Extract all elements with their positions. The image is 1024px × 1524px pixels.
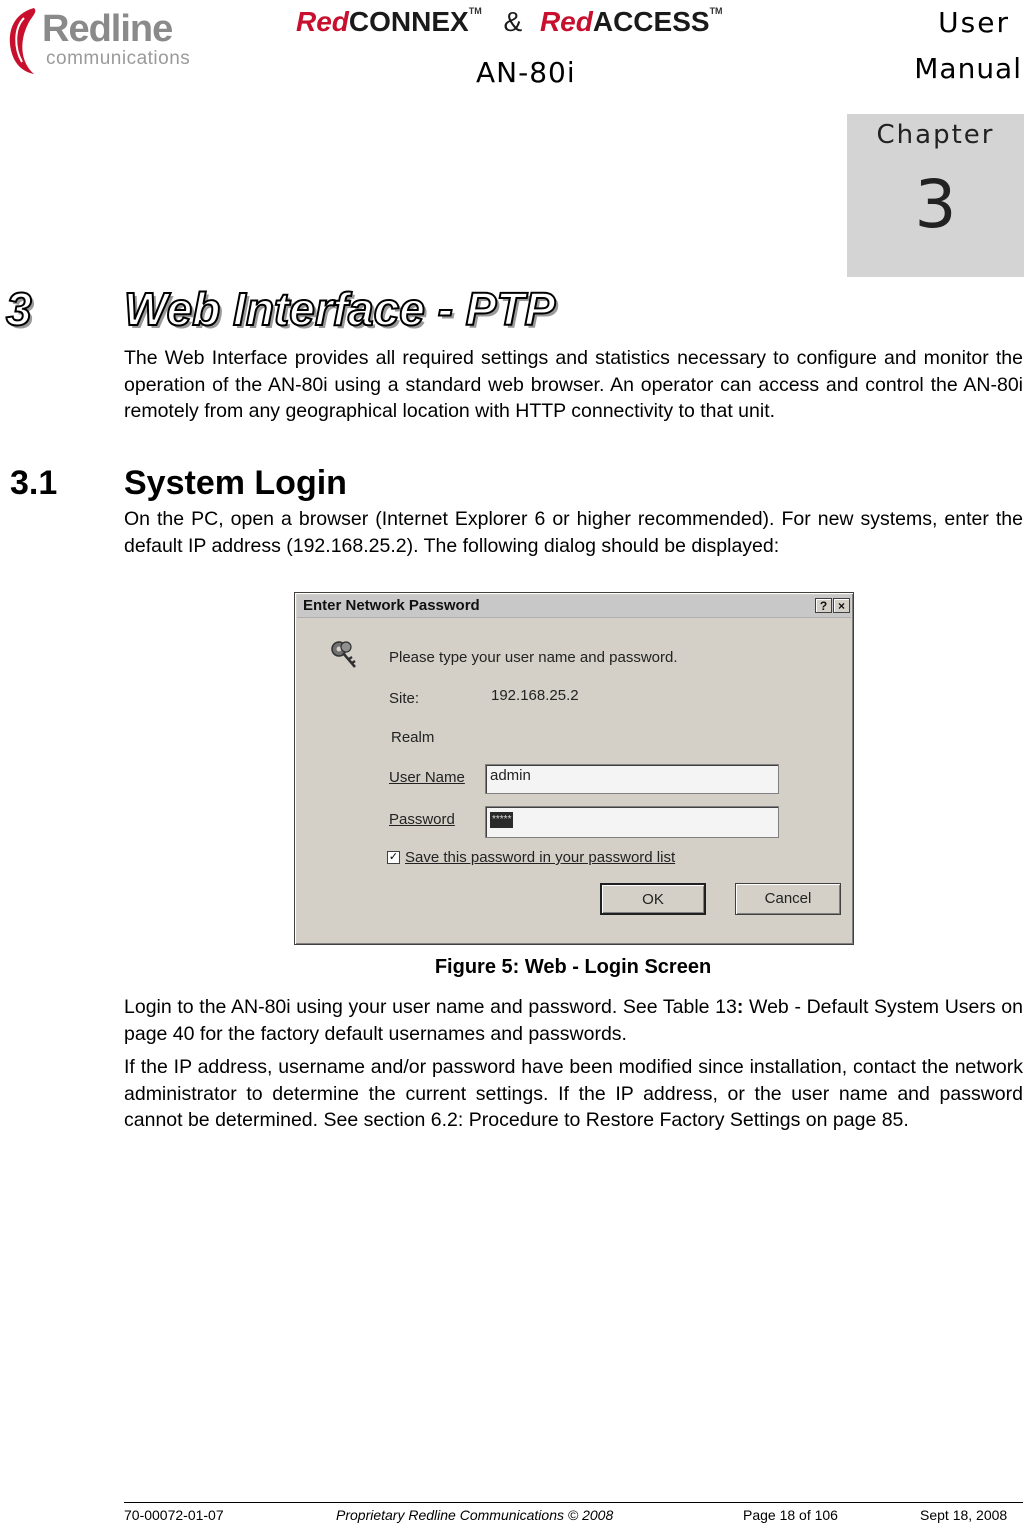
password-label: Password <box>389 811 455 828</box>
username-input[interactable]: admin <box>485 764 779 794</box>
help-button[interactable]: ? <box>815 598 832 613</box>
brand2-red: Red <box>539 6 593 37</box>
ok-button[interactable]: OK <box>600 883 706 915</box>
footer-date: Sept 18, 2008 <box>920 1507 1008 1523</box>
brand1-red: Red <box>296 6 349 37</box>
brand2-dark: ACCESS <box>592 6 710 37</box>
brand-ampersand: & <box>503 6 523 37</box>
subsection-title: System Login <box>124 464 347 502</box>
brand1-tm: TM <box>468 6 482 16</box>
product-brands <box>296 6 733 38</box>
chapter-number: 3 <box>914 166 957 243</box>
brand2-tm: TM <box>709 6 723 16</box>
dialog-prompt: Please type your user name and password. <box>389 649 678 666</box>
dialog-titlebar <box>297 595 851 618</box>
company-logo <box>4 4 214 78</box>
chapter-badge <box>847 114 1024 277</box>
section-heading <box>6 282 555 336</box>
save-password-label: Save this password in your password list <box>405 849 676 866</box>
dialog-title: Enter Network Password <box>303 597 480 614</box>
save-password-checkbox[interactable]: ✓ <box>388 851 399 863</box>
logo-swoosh-icon <box>4 4 44 76</box>
restore-paragraph: If the IP address, username and/or password have been modified since installation, contact the network administrator to determine the current settings. If the IP address, or the user name and password cannot be determined. See section 6.2: Procedure to Restore Factory Settings on page 85. <box>124 1056 1023 1131</box>
brand1-dark: CONNEX <box>348 6 469 37</box>
footer-doc-number: 70-00072-01-07 <box>124 1507 224 1523</box>
site-value: 192.168.25.2 <box>491 687 579 704</box>
keys-icon <box>329 639 361 671</box>
manual-title-line2: Manual <box>914 52 1022 85</box>
site-label: Site: <box>389 690 420 707</box>
section-title: Web Interface - PTP <box>124 283 556 335</box>
subsection-heading <box>10 464 347 503</box>
login-paragraph <box>124 994 1023 1047</box>
password-mask: ***** <box>490 812 513 828</box>
login-paragraph-colon: : <box>736 996 744 1018</box>
username-label: User Name <box>389 769 465 786</box>
subsection-intro: On the PC, open a browser (Internet Explorer 6 or higher recommended). For new systems, enter the default IP address (192.168.25.2). The following dialog should be displayed: <box>124 508 1023 557</box>
footer-rule <box>124 1502 1023 1503</box>
login-paragraph-part2: Web - Default System Users on page 40 for the factory default usernames and passwords. <box>124 996 1023 1045</box>
login-dialog <box>294 592 854 945</box>
password-input[interactable] <box>485 806 779 838</box>
section-number: 3 <box>6 283 32 335</box>
cancel-button[interactable]: Cancel <box>735 883 841 915</box>
section-intro: The Web Interface provides all required settings and statistics necessary to configure and monitor the operation of the AN-80i using a standard web browser. An operator can access and control the AN-80i remotely from any geographical location with HTTP connectivity to that unit. <box>124 347 1023 422</box>
footer-proprietary: Proprietary Redline Communications © 2008 <box>336 1507 614 1523</box>
manual-title-line1: User <box>938 6 1010 39</box>
figure-caption: Figure 5: Web - Login Screen <box>434 956 712 978</box>
login-paragraph-part1: Login to the AN-80i using your user name and password. See Table 13 <box>124 996 737 1018</box>
footer-page: Page 18 of 106 <box>743 1507 838 1523</box>
subsection-number: 3.1 <box>10 464 58 502</box>
product-name: AN-80i <box>476 56 576 89</box>
realm-label: Realm <box>391 729 435 746</box>
company-name: Redline <box>42 8 173 50</box>
chapter-label: Chapter <box>876 120 995 150</box>
company-subtitle: communications <box>46 48 191 69</box>
close-button[interactable]: × <box>833 598 850 613</box>
